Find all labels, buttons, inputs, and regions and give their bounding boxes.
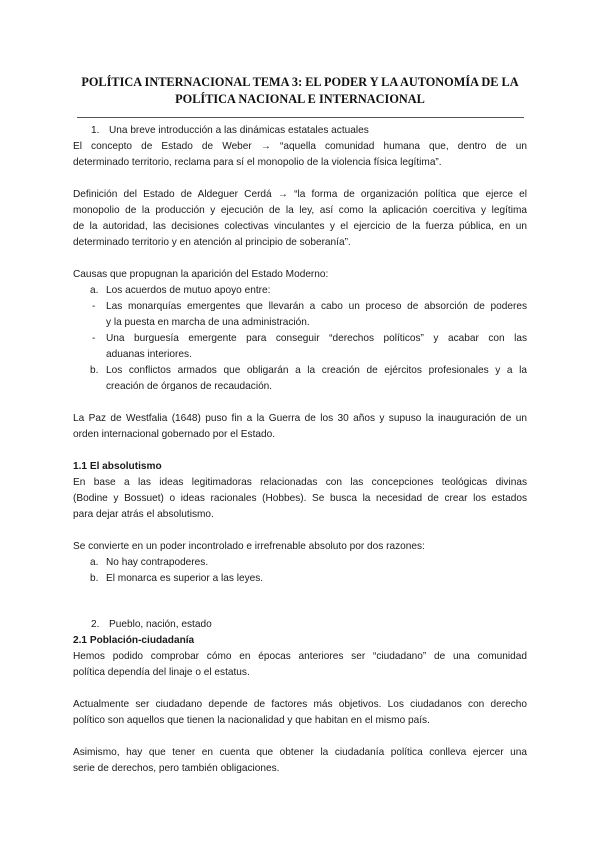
- section-number: 1.: [91, 125, 100, 136]
- title-line: POLÍTICA NACIONAL E INTERNACIONAL: [175, 92, 425, 106]
- list-item: Los acuerdos de mutuo apoyo entre:: [106, 285, 271, 296]
- subsection-heading: 2.1 Población-ciudadanía: [73, 635, 195, 646]
- section-heading: Pueblo, nación, estado: [109, 619, 212, 630]
- list-marker: -: [92, 333, 96, 344]
- paragraph-line: Hemos podido comprobar cómo en épocas anteriores ser “ciudadano” de una comunidad: [73, 651, 527, 662]
- paragraph-line: para dejar atrás el absolutismo.: [73, 509, 214, 520]
- paragraph-line: político son aquellos que tienen la nacionalidad y que habitan en el mismo país.: [73, 715, 430, 726]
- list-item: No hay contrapoderes.: [106, 557, 209, 568]
- paragraph-line: La Paz de Westfalia (1648) puso fin a la Guerra de los 30 años y supuso la inauguración de un: [73, 413, 527, 424]
- paragraph-line: Actualmente ser ciudadano depende de factores más objetivos. Los ciudadanos con derecho: [73, 699, 527, 710]
- list-marker: b.: [90, 573, 99, 584]
- paragraph-line: determinado territorio, reclama para sí el monopolio de la violencia física legítima”.: [73, 157, 442, 168]
- paragraph-line: En base a las ideas legitimadoras relacionadas con las concepciones teológicas divinas: [73, 477, 527, 488]
- paragraph-line: determinado territorio y en atención al principio de soberanía”.: [73, 237, 351, 248]
- paragraph-line: El concepto de Estado de Weber → “aquella comunidad humana que, dentro de un: [73, 141, 527, 152]
- subsection-heading: 1.1 El absolutismo: [73, 461, 162, 472]
- list-item-continuation: aduanas interiores.: [106, 349, 192, 360]
- paragraph-line: (Bodine y Bossuet) o ideas racionales (Hobbes). Se busca la necesidad de crear los estados: [73, 493, 527, 504]
- paragraph-line: Se convierte en un poder incontrolado e irrefrenable absoluto por dos razones:: [73, 541, 425, 552]
- paragraph-line: Asimismo, hay que tener en cuenta que obtener la ciudadanía política conlleva ejercer una: [73, 747, 527, 758]
- title-divider: [77, 117, 524, 118]
- list-item: Una burguesía emergente para conseguir “derechos políticos” y acabar con las: [106, 333, 527, 344]
- paragraph-line: Definición del Estado de Aldeguer Cerdá → “la forma de organización política que ejerce el: [73, 189, 527, 200]
- title-line: POLÍTICA INTERNACIONAL TEMA 3: EL PODER Y LA AUTONOMÍA DE LA: [81, 75, 519, 89]
- paragraph-line: serie de derechos, pero también obligaciones.: [73, 763, 280, 774]
- list-marker: a.: [90, 557, 99, 568]
- paragraph-line: de la autoridad, las decisiones colectivas vinculantes y el ejercicio de la fuerza pública, en un: [73, 221, 527, 232]
- paragraph-line: orden internacional gobernado por el Estado.: [73, 429, 276, 440]
- document-title: [70, 74, 530, 108]
- paragraph-line: Causas que propugnan la aparición del Estado Moderno:: [73, 269, 329, 280]
- list-item-continuation: creación de órganos de recaudación.: [106, 381, 273, 392]
- list-item: El monarca es superior a las leyes.: [106, 573, 264, 584]
- list-item-continuation: y la puesta en marcha de una administración.: [106, 317, 310, 328]
- list-marker: -: [92, 301, 96, 312]
- section-heading: Una breve introducción a las dinámicas estatales actuales: [109, 125, 369, 136]
- list-item: Las monarquías emergentes que llevarán a cabo un proceso de absorción de poderes: [106, 301, 527, 312]
- list-marker: a.: [90, 285, 99, 296]
- list-marker: b.: [90, 365, 99, 376]
- paragraph-line: política dependía del linaje o el estatus.: [73, 667, 250, 678]
- paragraph-line: monopolio de la producción y ejecución de la ley, así como la aplicación coercitiva y legítima: [73, 205, 527, 216]
- list-item: Los conflictos armados que obligarán a la creación de ejércitos profesionales y a la: [106, 365, 527, 376]
- section-number: 2.: [91, 619, 100, 630]
